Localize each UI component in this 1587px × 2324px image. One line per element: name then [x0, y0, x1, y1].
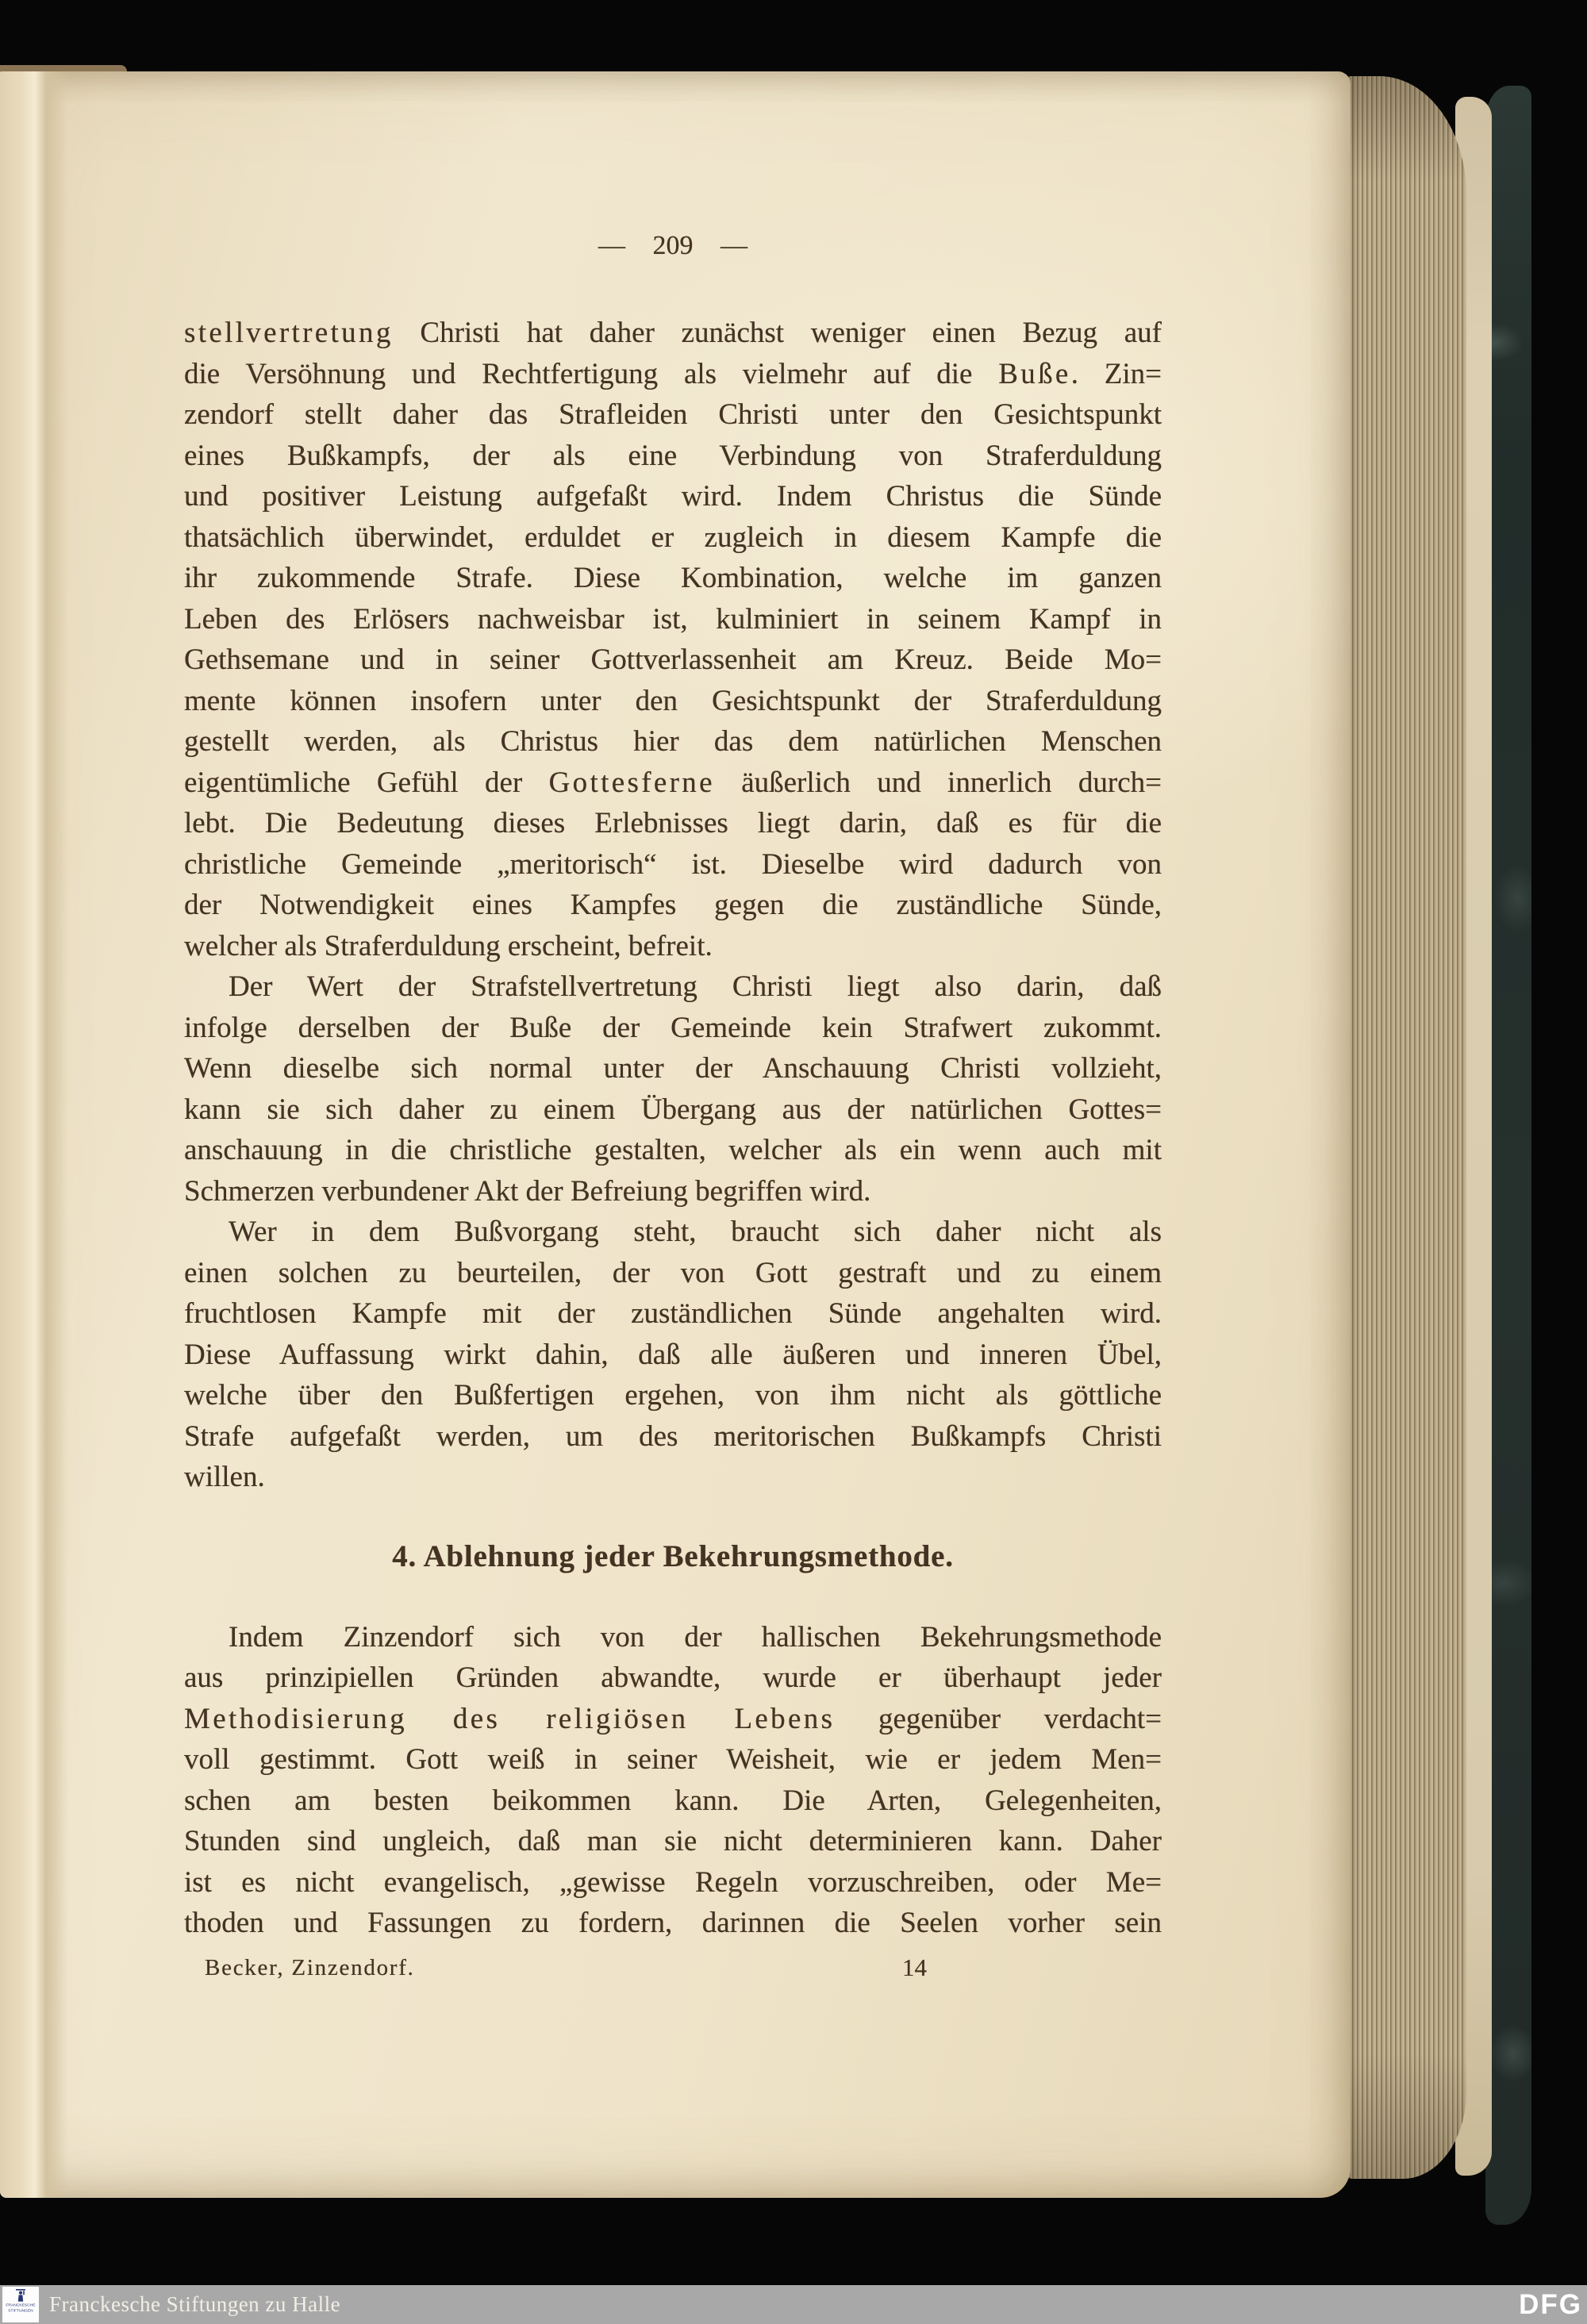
text-line: welcher als Straferduldung erscheint, befreit.: [184, 929, 713, 962]
text-line: thatsächlich überwindet, erduldet er zugleich in diesem Kampfe die: [184, 520, 1162, 554]
text-line: Wer in dem Bußvorgang steht, braucht sich daher nicht als: [229, 1216, 1162, 1248]
letterspaced-text: Buße: [998, 357, 1071, 390]
letterspaced-text: stellvertretung: [184, 317, 394, 349]
text-line: stellvertretung Christi hat daher zunächst weniger einen Bezug auf: [184, 317, 1162, 349]
text-line: welche über den Bußfertigen ergehen, von ihm nicht als göttliche: [184, 1379, 1162, 1412]
text-line: fruchtlosen Kampfe mit der zuständlichen Sünde angehalten wird.: [184, 1297, 1162, 1330]
text-line: willen.: [184, 1461, 265, 1493]
text-line: Wenn dieselbe sich normal unter der Anschauung Christi vollzieht,: [184, 1052, 1162, 1085]
franckesche-stiftungen-logo: [2, 2287, 39, 2322]
text-line: Diese Auffassung wirkt dahin, daß alle äußeren und inneren Übel,: [184, 1338, 1162, 1371]
footer-line: [184, 1952, 1162, 1984]
letterspaced-text: Gottesferne: [548, 766, 715, 799]
running-footer: Becker, Zinzendorf.: [205, 1954, 415, 1980]
page-number: — 209 —: [598, 231, 747, 260]
text-line: schen am besten beikommen kann. Die Arten, Gelegenheiten,: [184, 1784, 1162, 1817]
logo-caption-line1: FRANCKESCHE: [6, 2303, 36, 2307]
book-cover-edge: [1485, 86, 1531, 2225]
text-line: Leben des Erlösers nachweisbar ist, kulminiert in seinem Kampf in: [184, 602, 1162, 636]
gutter-shadow: [0, 71, 87, 2198]
text-line: zendorf stellt daher das Strafleiden Christi unter den Gesichtspunkt: [184, 398, 1162, 431]
page-edges-stack: [1347, 76, 1466, 2179]
paragraph: [184, 1212, 1162, 1498]
page-text-block: [184, 230, 1162, 1984]
text-line: Methodisierung des religiösen Lebens gegenüber verdacht=: [184, 1702, 1162, 1735]
text-line: einen solchen zu beurteilen, der von Gott gestraft und zu einem: [184, 1256, 1162, 1289]
statue-icon: [15, 2289, 26, 2303]
text-line: eines Bußkampfs, der als eine Verbindung von Straferduldung: [184, 439, 1162, 472]
text-line: kann sie sich daher zu einem Übergang aus der natürlichen Gottes=: [184, 1093, 1162, 1126]
text-line: mente können insofern unter den Gesichtspunkt der Straferduldung: [184, 684, 1162, 717]
institution-name: Franckesche Stiftungen zu Halle: [49, 2292, 341, 2316]
text-line: christliche Gemeinde „meritorisch“ ist. Dieselbe wird dadurch von: [184, 847, 1162, 881]
dfg-logo: DFG: [1519, 2289, 1582, 2320]
sheet-signature: 14: [902, 1953, 927, 1981]
logo-caption-line2: STIFTUNGEN: [8, 2309, 33, 2313]
text-line: und positiver Leistung aufgefaßt wird. Indem Christus die Sünde: [184, 480, 1162, 513]
watermark-bar: [0, 2285, 1587, 2324]
text-line: gestellt werden, als Christus hier das dem natürlichen Menschen: [184, 725, 1162, 758]
text-line: anschauung in die christliche gestalten, welcher als ein wenn auch mit: [184, 1134, 1162, 1166]
text-line: lebt. Die Bedeutung dieses Erlebnisses liegt darin, daß es für die: [184, 807, 1162, 839]
text-line: Schmerzen verbundener Akt der Befreiung begriffen wird.: [184, 1174, 871, 1208]
text-line: Der Wert der Strafstellvertretung Christi liegt also darin, daß: [229, 970, 1162, 1003]
text-line: voll gestimmt. Gott weiß in seiner Weisheit, wie er jedem Men=: [184, 1743, 1162, 1776]
text-line: der Notwendigkeit eines Kampfes gegen die zuständliche Sünde,: [184, 889, 1162, 921]
book-page: [0, 71, 1351, 2198]
text-line: eigentümliche Gefühl der Gottesferne äußerlich und innerlich durch=: [184, 766, 1162, 799]
letterspaced-text: Methodisierung des religiösen Lebens: [184, 1702, 836, 1735]
section-heading: 4. Ablehnung jeder Bekehrungsmethode.: [392, 1538, 954, 1573]
paragraph: [184, 1617, 1162, 1944]
text-line: aus prinzipiellen Gründen abwandte, wurde er überhaupt jeder: [184, 1661, 1162, 1694]
text-line: thoden und Fassungen zu fordern, darinnen die Seelen vorher sein: [184, 1907, 1162, 1939]
paragraph: [184, 313, 1162, 966]
text-line: infolge derselben der Buße der Gemeinde kein Strafwert zukommt.: [184, 1011, 1162, 1044]
text-line: die Versöhnung und Rechtfertigung als vielmehr auf die Buße. Zin=: [184, 357, 1162, 390]
text-line: ihr zukommende Strafe. Diese Kombination, welche im ganzen: [184, 562, 1162, 594]
text-line: ist es nicht evangelisch, „gewisse Regeln vorzuschreiben, oder Me=: [184, 1865, 1162, 1899]
text-line: Stunden sind ungleich, daß man sie nicht determinieren kann. Daher: [184, 1825, 1162, 1857]
paragraph: [184, 966, 1162, 1212]
text-line: Indem Zinzendorf sich von der hallischen Bekehrungsmethode: [229, 1620, 1162, 1654]
text-line: Gethsemane und in seiner Gottverlassenheit am Kreuz. Beide Mo=: [184, 643, 1162, 676]
text-line: Strafe aufgefaßt werden, um des meritorischen Bußkampfs Christi: [184, 1419, 1162, 1453]
page-content: [184, 313, 1162, 1944]
